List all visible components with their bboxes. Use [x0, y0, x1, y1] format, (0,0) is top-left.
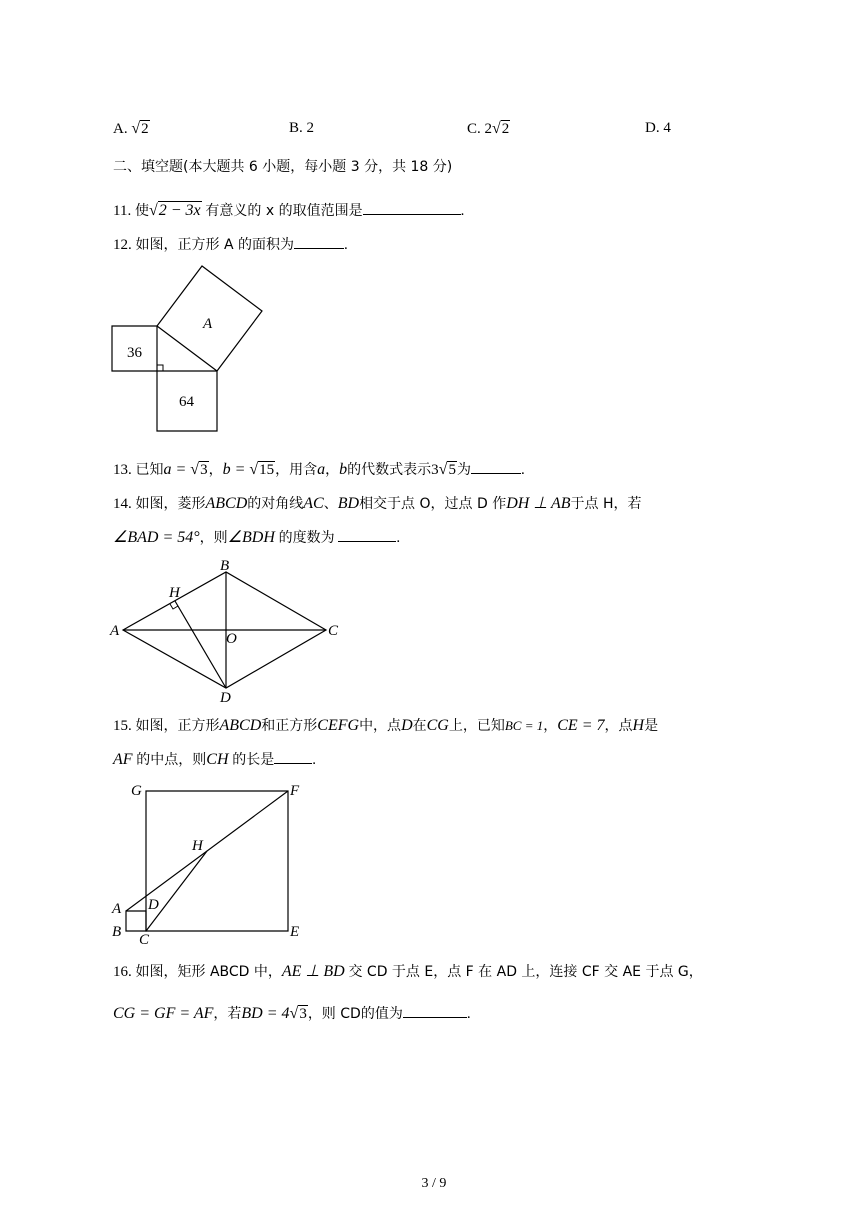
label-b: B	[220, 558, 230, 574]
label-d: D	[220, 690, 231, 705]
q16-mid: ，若	[213, 1006, 242, 1022]
q15-mid6: 是	[644, 718, 659, 734]
q14-angle-bdh: ∠BDH	[227, 529, 275, 546]
q12-answer-blank	[294, 234, 344, 249]
sqrt-symbol: √	[148, 202, 158, 219]
q14-answer-blank	[338, 527, 396, 542]
q10-option-a	[113, 120, 150, 138]
q16-post1: 交 CD 于点 E，点 F 在 AD 上，连接 CF 交 AE 于点 G，	[348, 964, 703, 980]
q14-mid4: 于点 H，若	[570, 496, 642, 512]
q15-ce: CE = 7	[557, 717, 605, 734]
q16-eq: CG = GF = AF	[113, 1005, 214, 1022]
sqrt-symbol: √	[438, 461, 448, 478]
right-angle-mark	[157, 365, 163, 371]
q13-number: 13.	[113, 462, 132, 478]
q16-end: .	[466, 1006, 471, 1022]
label-h: H	[169, 585, 180, 601]
q16-bd-radicand: 3	[299, 1006, 307, 1022]
q12	[113, 234, 348, 255]
q15-ch: CH	[206, 751, 229, 768]
q11-post: 有意义的 x 的取值范围是	[205, 203, 363, 219]
q10-option-c	[467, 120, 510, 138]
q15-sep: ，	[543, 718, 558, 734]
q15-mid2: 中，点	[359, 718, 402, 734]
q13-sep1: ，	[208, 462, 223, 478]
label-h: H	[192, 838, 203, 854]
q15-cg: CG	[426, 717, 449, 734]
q12-text: 如图，正方形 A 的面积为	[135, 237, 294, 253]
q12-end: .	[343, 237, 348, 253]
q13-a-radicand: 3	[200, 462, 208, 478]
q14-mid5: ，则	[199, 530, 228, 546]
q13-expr-coef: 3	[431, 462, 439, 478]
label-d: D	[148, 897, 159, 913]
q15-post: 的长是	[232, 752, 275, 768]
q15-abcd: ABCD	[219, 717, 262, 734]
q13	[113, 459, 525, 480]
q10-option-b-value: 2	[306, 120, 315, 136]
sqrt-symbol: √	[249, 461, 259, 478]
sqrt-symbol: √	[131, 120, 141, 137]
q16-post2: ，则 CD的值为	[307, 1006, 403, 1022]
q14-angle-bad: ∠BAD = 54°	[113, 529, 200, 546]
q10-option-c-radicand: 2	[501, 121, 510, 137]
q13-answer-blank	[471, 459, 521, 474]
page-indicator: 3 / 9	[421, 1176, 447, 1191]
q10-option-d-label: D.	[645, 120, 660, 136]
q15-pre: 如图，正方形	[135, 718, 220, 734]
q15-mid5: ，点	[604, 718, 633, 734]
q14-dh-ab: DH ⊥ AB	[506, 495, 571, 512]
q14-mid2: 、	[323, 496, 338, 512]
q15-mid4: 上，已知	[448, 718, 505, 734]
q11	[113, 200, 464, 221]
q15-answer-blank	[274, 749, 312, 764]
q11-radicand: 2 − 3x	[158, 202, 201, 219]
sqrt-symbol: √	[492, 120, 501, 137]
q10-option-b	[289, 120, 314, 137]
segment-ch	[146, 851, 207, 931]
square-cefg	[146, 791, 288, 931]
q13-pre: 已知	[135, 462, 164, 478]
q15-line2	[113, 749, 316, 770]
label-a: A	[203, 316, 213, 332]
q13-b-eq: b =	[222, 461, 250, 478]
label-a: A	[112, 901, 122, 917]
label-36: 36	[127, 345, 142, 361]
segment-dh	[175, 601, 226, 688]
q14-mid1: 的对角线	[247, 496, 304, 512]
label-f: F	[290, 783, 300, 799]
q10-option-a-radicand: 2	[141, 121, 149, 137]
q15-figure	[105, 778, 320, 950]
q15-line1	[113, 716, 658, 736]
q15-cefg: CEFG	[317, 717, 360, 734]
q15-end: .	[312, 752, 317, 768]
q13-var-b: b	[339, 461, 348, 478]
q15-mid1: 和正方形	[261, 718, 318, 734]
q14-bd: BD	[337, 495, 360, 512]
q13-b-radicand: 15	[259, 462, 275, 478]
q13-a-eq: a =	[163, 461, 191, 478]
q16-line1	[113, 962, 703, 982]
label-b: B	[112, 924, 122, 940]
q10-option-c-label: C.	[467, 121, 481, 137]
q15-d: D	[401, 717, 413, 734]
q10-option-b-label: B.	[289, 120, 303, 136]
q12-number: 12.	[113, 237, 132, 253]
q13-var-a: a	[317, 461, 326, 478]
q15-af: AF	[113, 751, 133, 768]
q14-abcd: ABCD	[205, 495, 248, 512]
q13-mid2: 的代数式表示	[347, 462, 432, 478]
q14-line2	[113, 527, 400, 548]
q14-figure	[105, 555, 355, 705]
q13-expr-radicand: 5	[448, 462, 456, 478]
label-a: A	[110, 623, 120, 639]
label-o: O	[226, 631, 237, 647]
q15-number: 15.	[113, 718, 132, 734]
q11-pre: 使	[134, 203, 149, 219]
label-64: 64	[179, 394, 194, 410]
q14-pre: 如图，菱形	[135, 496, 206, 512]
q13-mid: ，用含	[275, 462, 318, 478]
q12-figure	[105, 262, 275, 437]
q16-answer-blank	[403, 1003, 467, 1018]
q10-option-a-label: A.	[113, 121, 128, 137]
q16-ae-bd: AE ⊥ BD	[281, 963, 345, 980]
q14-post: 的度数为	[278, 530, 335, 546]
label-c: C	[139, 932, 150, 948]
sqrt-symbol: √	[190, 461, 200, 478]
q14-end: .	[396, 530, 401, 546]
q11-number: 11.	[113, 203, 132, 219]
q10-option-c-coef: 2	[484, 121, 493, 137]
q13-sep2: ，	[325, 462, 340, 478]
square-abcd	[126, 911, 146, 931]
q16-bd-eq: BD = 4	[241, 1005, 290, 1022]
section2-title: 二、填空题(本大题共 6 小题，每小题 3 分，共 18 分)	[113, 159, 453, 175]
q10-option-d	[645, 120, 671, 137]
sqrt-symbol: √	[289, 1005, 299, 1022]
label-e: E	[290, 924, 300, 940]
q14-mid3: 相交于点 O，过点 D 作	[359, 496, 507, 512]
q11-answer-blank	[363, 200, 461, 215]
q16-line2	[113, 1003, 471, 1024]
q15-bc: BC = 1	[504, 718, 544, 733]
q15-mid7: 的中点，则	[136, 752, 207, 768]
q11-end: .	[460, 203, 465, 219]
q13-end: .	[520, 462, 525, 478]
q15-h: H	[632, 717, 645, 734]
q14-ac: AC	[303, 495, 324, 512]
q10-option-d-value: 4	[663, 120, 671, 136]
q13-post: 为	[456, 462, 471, 478]
label-g: G	[131, 783, 142, 799]
q15-mid3: 在	[412, 718, 427, 734]
q14-line1	[113, 494, 642, 514]
q14-number: 14.	[113, 496, 132, 512]
q16-pre: 如图，矩形 ABCD 中，	[135, 964, 282, 980]
label-c: C	[328, 623, 339, 639]
q16-number: 16.	[113, 964, 132, 980]
